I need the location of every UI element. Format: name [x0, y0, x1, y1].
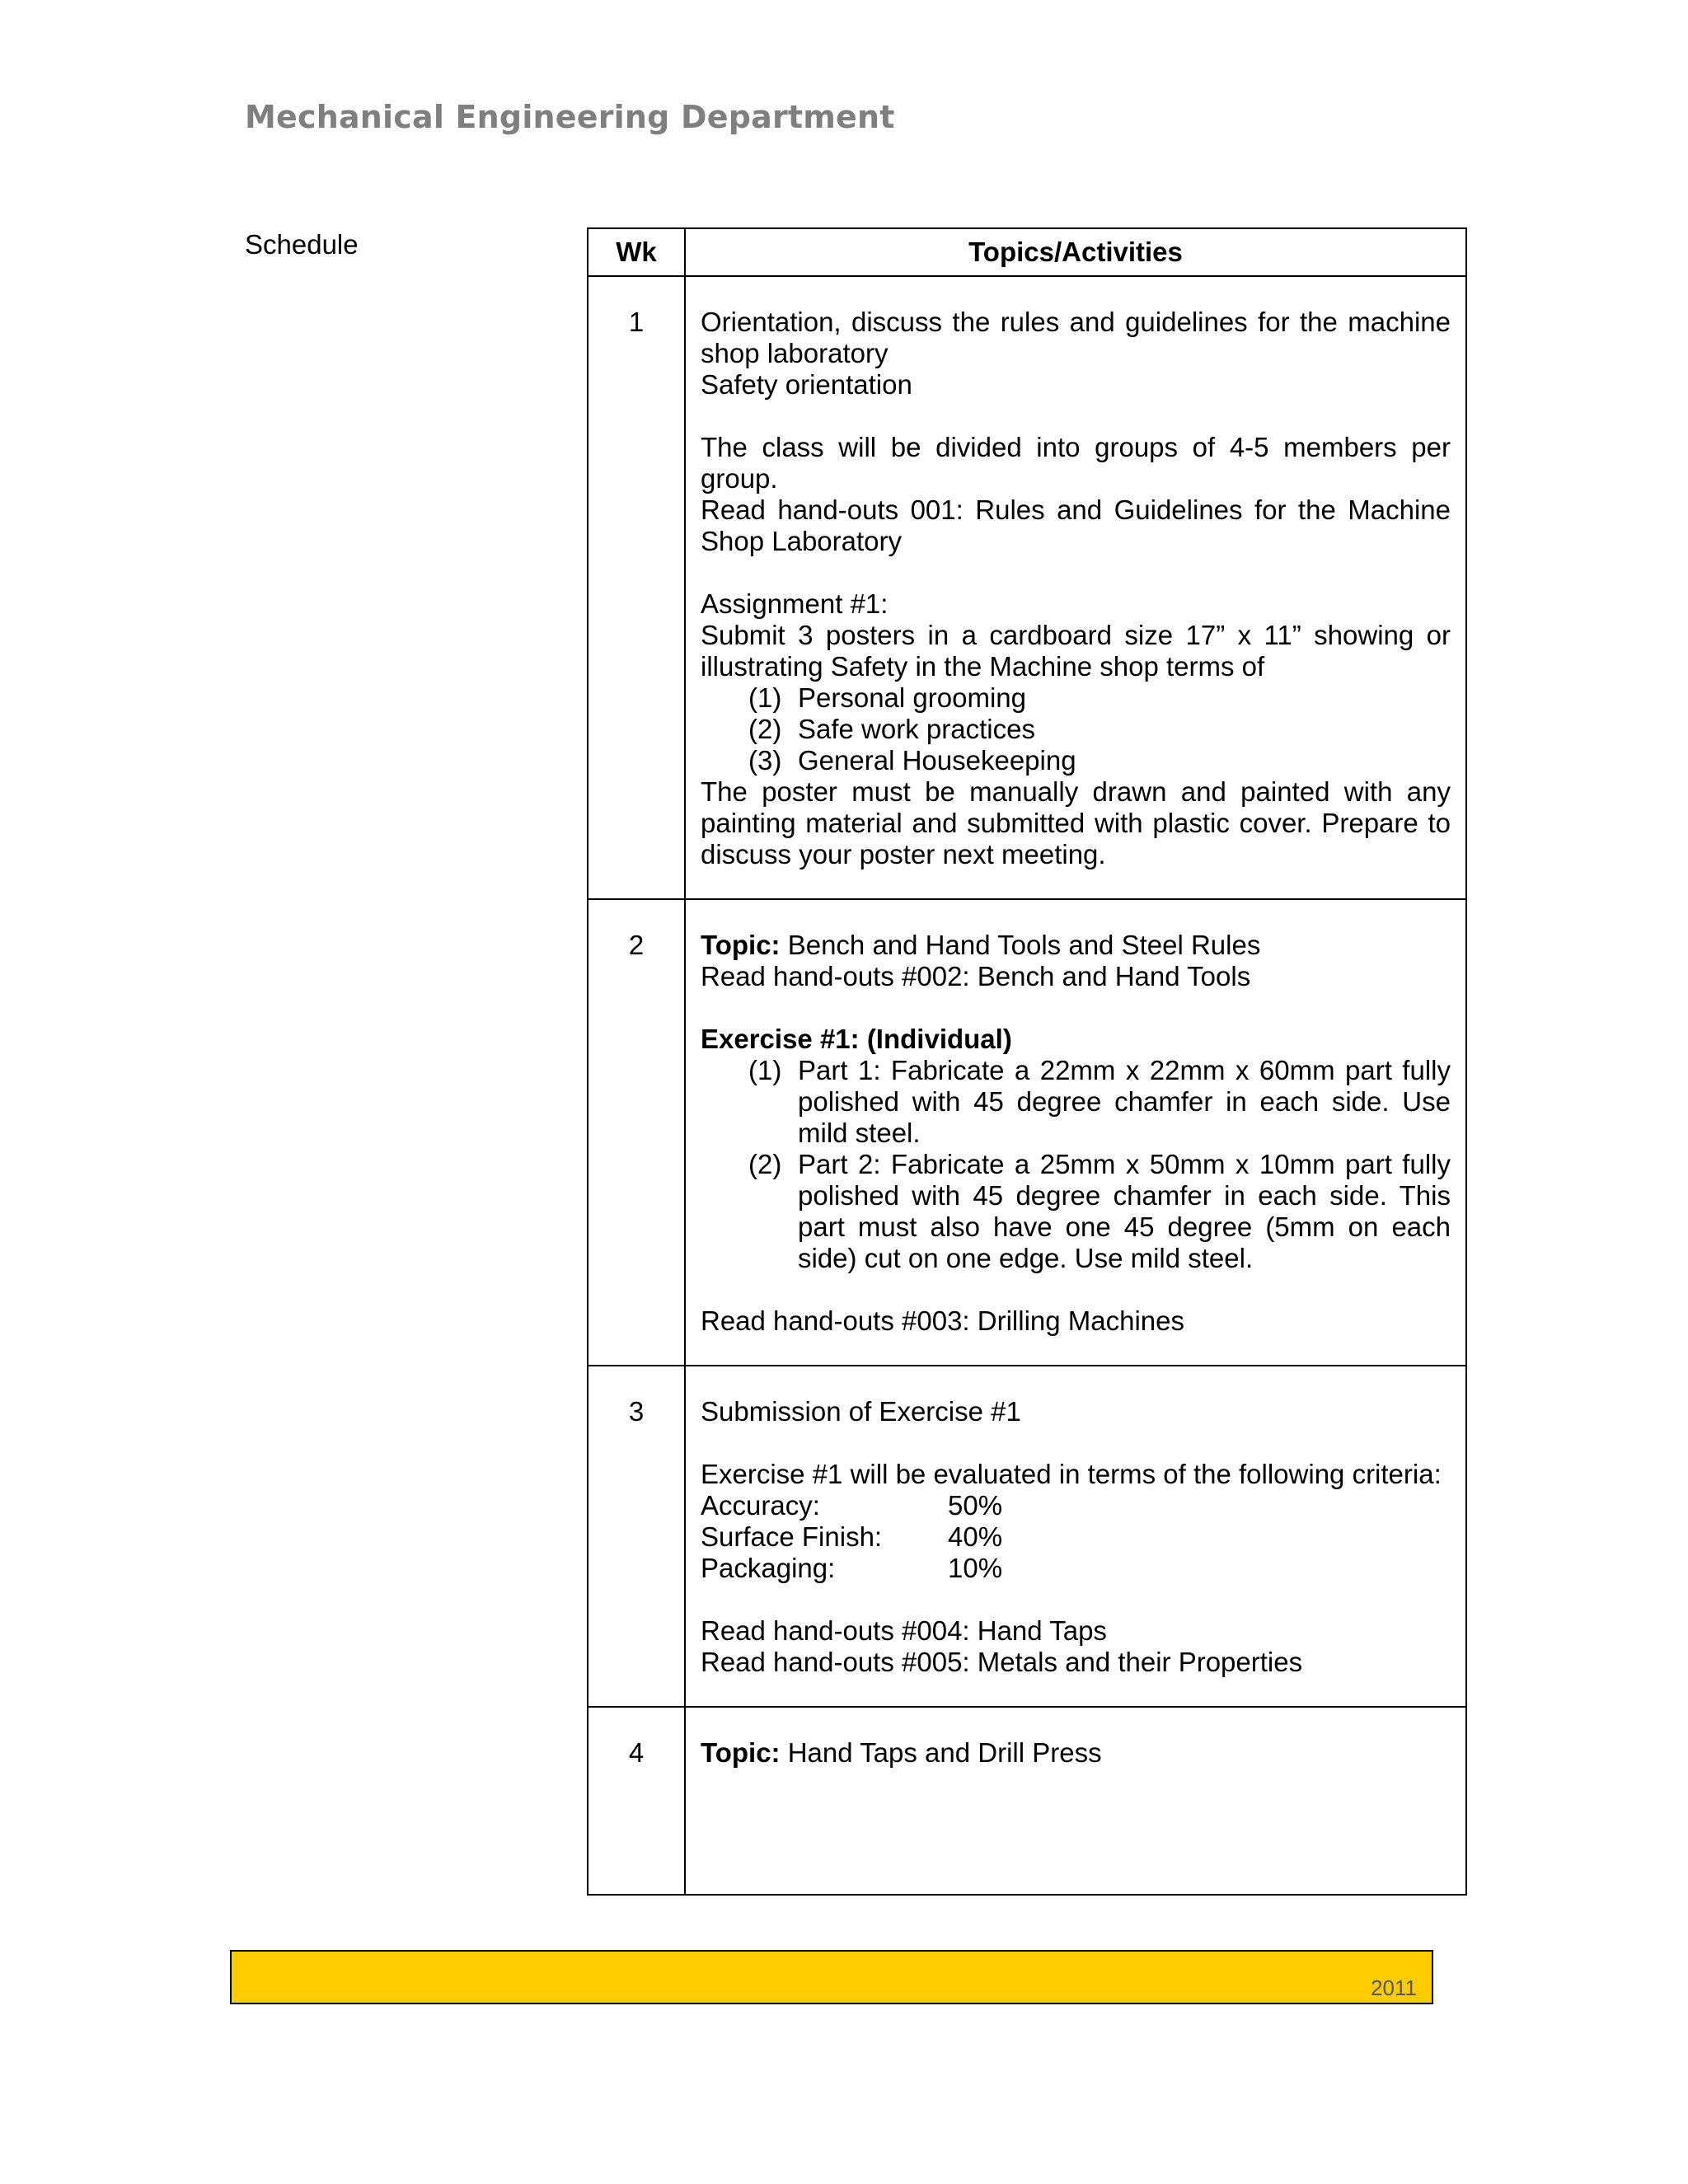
criteria-list — [701, 1490, 1451, 1584]
list-item: (2) Safe work practices — [748, 714, 1035, 744]
footer-year: 2011 — [1371, 1975, 1417, 2000]
table-row — [588, 1366, 1466, 1707]
paragraph: Read hand-outs #002: Bench and Hand Tools — [701, 961, 1251, 991]
topic-text: Bench and Hand Tools and Steel Rules — [780, 930, 1261, 960]
column-header-topics: Topics/Activities — [685, 228, 1466, 276]
paragraph: Read hand-outs 001: Rules and Guidelines for the Machine Shop Laboratory — [701, 494, 1451, 556]
list-item: (2) Part 2: Fabricate a 25mm x 50mm x 10mm part fully polished with 45 degree chamfer in each side. This part must also have one 45 degree (5mm on each side) cut on one edge. Use mild steel. — [748, 1149, 1451, 1273]
paragraph: The class will be divided into groups of 4-5 members per group. — [701, 432, 1451, 494]
paragraph: Exercise #1 will be evaluated in terms of the following criteria: — [701, 1459, 1442, 1489]
topic-line — [701, 1737, 1451, 1769]
topic-label: Topic: — [701, 1737, 781, 1768]
week-activities — [685, 276, 1466, 899]
table-row — [588, 899, 1466, 1366]
topic-line — [701, 930, 1451, 961]
criteria-row: Accuracy: 50% — [701, 1490, 1003, 1521]
week-number: 4 — [588, 1707, 685, 1895]
criteria-row: Surface Finish: 40% — [701, 1521, 1003, 1552]
column-header-wk: Wk — [588, 228, 685, 276]
footer-bar — [230, 1950, 1433, 2004]
week-activities — [685, 1707, 1466, 1895]
table-row — [588, 276, 1466, 899]
week-activities — [685, 899, 1466, 1366]
week-activities — [685, 1366, 1466, 1707]
week-number: 3 — [588, 1366, 685, 1707]
paragraph: Submission of Exercise #1 — [701, 1396, 1021, 1427]
schedule-label: Schedule — [245, 229, 359, 260]
paragraph: Orientation, discuss the rules and guidelines for the machine shop laboratory — [701, 307, 1451, 368]
week-number: 1 — [588, 276, 685, 899]
list-item: (3) General Housekeeping — [748, 745, 1076, 776]
assignment-heading: Assignment #1: — [701, 588, 889, 619]
paragraph: The poster must be manually drawn and painted with any painting material and submitted with plastic cover. Prepare to discuss your poster next meeting. — [701, 776, 1451, 869]
list-item: (1) Personal grooming — [748, 682, 1026, 713]
topic-label: Topic: — [701, 930, 781, 960]
paragraph: Read hand-outs #003: Drilling Machines — [701, 1305, 1185, 1336]
paragraph: Read hand-outs #005: Metals and their Properties — [701, 1647, 1303, 1677]
week-number: 2 — [588, 899, 685, 1366]
exercise-parts-list — [701, 1055, 1451, 1274]
exercise-heading: Exercise #1: (Individual) — [701, 1024, 1012, 1054]
poster-topics-list — [701, 682, 1451, 776]
paragraph: Safety orientation — [701, 369, 912, 400]
paragraph: Submit 3 posters in a cardboard size 17” x 11” showing or illustrating Safety in the Machine shop terms of — [701, 620, 1451, 682]
department-header: Mechanical Engineering Department — [245, 99, 895, 135]
table-header-row — [588, 228, 1466, 276]
topic-text: Hand Taps and Drill Press — [780, 1737, 1102, 1768]
schedule-table — [587, 227, 1467, 1896]
list-item: (1) Part 1: Fabricate a 22mm x 22mm x 60mm part fully polished with 45 degree chamfer in each side. Use mild steel. — [748, 1055, 1451, 1148]
criteria-row: Packaging: 10% — [701, 1553, 1003, 1583]
table-row — [588, 1707, 1466, 1895]
paragraph: Read hand-outs #004: Hand Taps — [701, 1615, 1107, 1646]
